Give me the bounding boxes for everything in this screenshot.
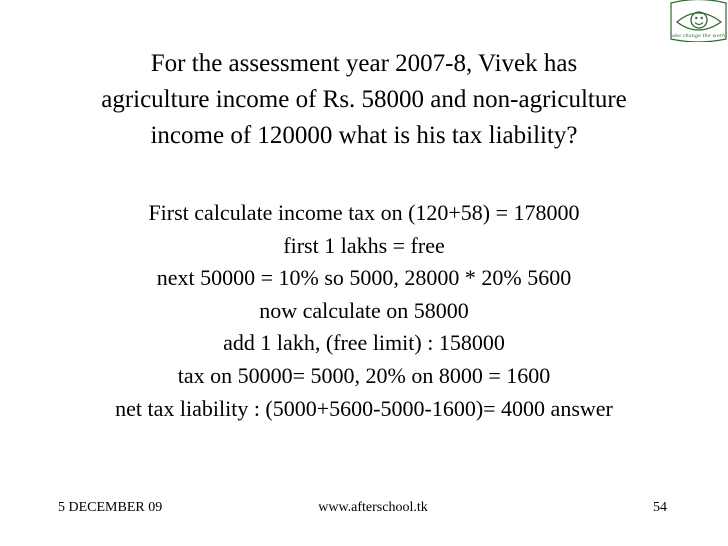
slide-title bbox=[30, 46, 698, 154]
body-line: next 50000 = 10% so 5000, 28000 * 20% 5600 bbox=[156, 265, 572, 291]
body-line: tax on 50000= 5000, 20% on 8000 = 1600 bbox=[177, 362, 551, 388]
logo-caption: take change the world bbox=[670, 33, 727, 39]
body-line: now calculate on 58000 bbox=[259, 297, 469, 323]
title-line: income of 120000 what is his tax liability? bbox=[150, 122, 578, 149]
body-line: first 1 lakhs = free bbox=[283, 232, 445, 258]
slide-body bbox=[30, 197, 698, 425]
footer-page-number: 54 bbox=[653, 500, 667, 515]
title-line: agriculture income of Rs. 58000 and non-agriculture bbox=[101, 86, 627, 113]
footer-date: 5 DECEMBER 09 bbox=[58, 500, 163, 515]
smiley-logo-icon bbox=[669, 0, 728, 42]
title-line: For the assessment year 2007-8, Vivek has bbox=[150, 50, 578, 77]
footer-url: www.afterschool.tk bbox=[318, 500, 428, 515]
body-line: add 1 lakh, (free limit) : 158000 bbox=[223, 330, 505, 356]
body-line: net tax liability : (5000+5600-5000-1600)= 4000 answer bbox=[115, 395, 613, 421]
body-line: First calculate income tax on (120+58) = 178000 bbox=[148, 200, 580, 225]
